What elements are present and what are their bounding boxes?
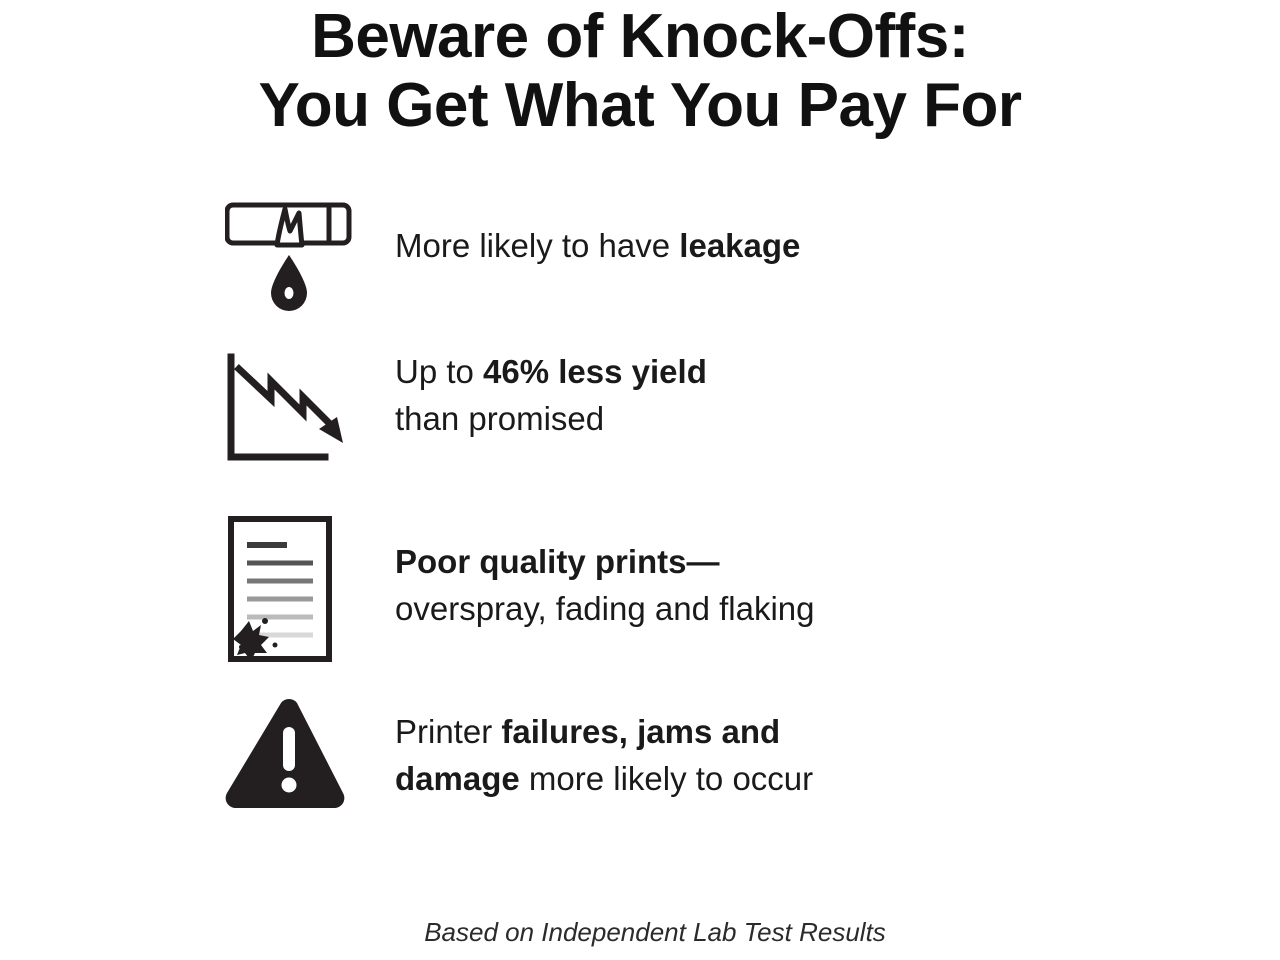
leaking-cartridge-icon [225, 193, 355, 323]
page-title-line-2: You Get What You Pay For [258, 71, 1022, 141]
list-item [225, 683, 1280, 833]
list-item [225, 193, 1280, 343]
list-item-text: More likely to have leakage [395, 226, 801, 264]
icon-container [225, 193, 395, 323]
benefit-list [0, 193, 1280, 833]
declining-chart-icon [225, 351, 355, 471]
page-title [0, 0, 1280, 141]
icon-container [225, 343, 395, 471]
list-item-text: Up to 46% less yield than promised [395, 352, 707, 437]
icon-container [225, 503, 395, 673]
footnote: Based on Independent Lab Test Results [424, 917, 886, 947]
list-item-text: Printer failures, jams and damage more likely to occur [395, 712, 814, 797]
warning-triangle-icon [225, 697, 355, 815]
list-item-text: Poor quality prints— overspray, fading and flaking [395, 542, 815, 627]
page-title-line-1: Beware of Knock-Offs: [311, 2, 969, 71]
list-item [225, 343, 1280, 503]
icon-container [225, 683, 395, 815]
smudged-document-icon [225, 513, 355, 673]
list-item [225, 503, 1280, 683]
